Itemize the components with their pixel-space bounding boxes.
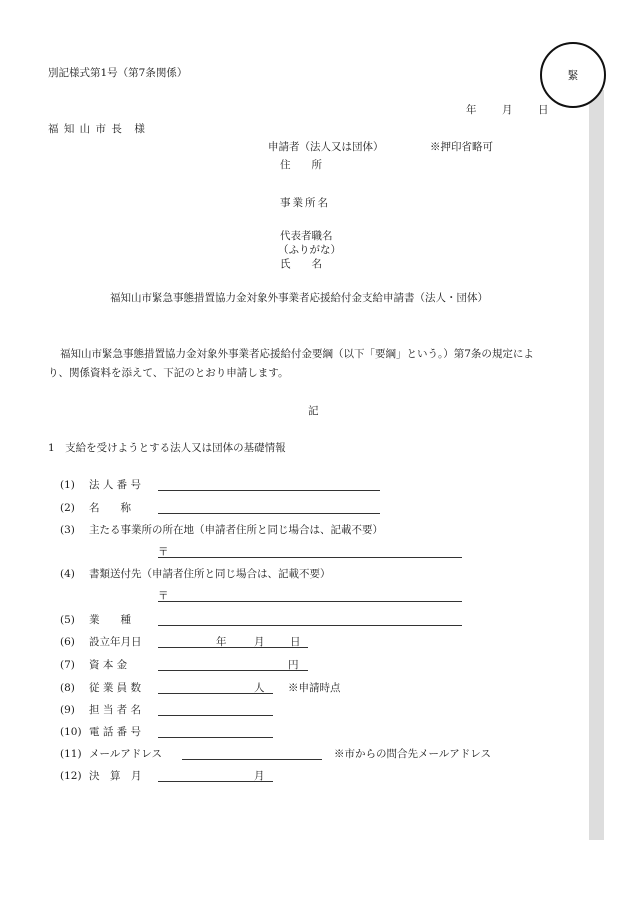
- email-label: メールアドレス: [89, 748, 162, 760]
- corporate-name-label: 名 称: [89, 502, 131, 514]
- item-num: (5): [60, 614, 75, 626]
- est-day-unit: 日: [290, 636, 301, 648]
- rep-title-label: 代表者職名: [280, 230, 333, 242]
- main-office-address-field[interactable]: [158, 557, 462, 558]
- est-month-unit: 月: [254, 636, 265, 648]
- item-num: (7): [60, 659, 75, 671]
- addressee: 福 知 山 市 長 様: [48, 123, 146, 135]
- scrollbar[interactable]: [589, 90, 604, 840]
- email-note: ※市からの問合先メールアドレス: [334, 748, 491, 760]
- item-num: (9): [60, 704, 75, 716]
- industry-label: 業 種: [89, 614, 131, 626]
- postal-mark: 〒: [158, 590, 169, 602]
- item-num: (1): [60, 479, 75, 491]
- contact-person-field[interactable]: [158, 715, 273, 716]
- est-year-unit: 年: [216, 636, 227, 648]
- applicant-address-label: 住 所: [280, 159, 322, 171]
- body-line-2: り、関係資料を添えて、下記のとおり申請します。: [48, 367, 289, 379]
- item-num: (11): [60, 748, 82, 760]
- contact-person-label: 担 当 者 名: [89, 704, 142, 716]
- item-num: (8): [60, 682, 75, 694]
- main-office-label: 主たる事業所の所在地（申請者住所と同じ場合は、記載不要）: [89, 524, 383, 536]
- section-1-heading: 1 支給を受けようとする法人又は団体の基礎情報: [48, 442, 286, 454]
- date-month: 月: [502, 104, 513, 116]
- mailing-address-label: 書類送付先（申請者住所と同じ場合は、記載不要）: [89, 568, 331, 580]
- item-num: (4): [60, 568, 75, 580]
- corporate-name-field[interactable]: [158, 513, 380, 514]
- capital-label: 資 本 金: [89, 659, 128, 671]
- furigana-label: （ふりがな）: [278, 244, 341, 256]
- postal-mark: 〒: [158, 546, 169, 558]
- industry-field[interactable]: [158, 625, 462, 626]
- item-num: (2): [60, 502, 75, 514]
- phone-label: 電 話 番 号: [89, 726, 142, 738]
- phone-field[interactable]: [158, 737, 273, 738]
- office-name-label: 事業所名: [280, 197, 330, 209]
- employee-unit: 人: [254, 682, 265, 694]
- employees-label: 従 業 員 数: [89, 682, 142, 694]
- document-title: 福知山市緊急事態措置協力金対象外事業者応援給付金支給申請書（法人・団体）: [110, 292, 488, 304]
- established-date-label: 設立年月日: [89, 636, 142, 648]
- rep-name-label: 氏 名: [280, 258, 322, 270]
- item-num: (12): [60, 770, 82, 782]
- emergency-stamp: 緊: [540, 42, 606, 108]
- applicant-heading: 申請者（法人又は団体）: [268, 141, 384, 153]
- date-day: 日: [538, 104, 549, 116]
- email-field[interactable]: [182, 759, 322, 760]
- capital-field[interactable]: [158, 670, 308, 671]
- corporate-number-label: 法 人 番 号: [89, 479, 142, 491]
- fiscal-month-unit: 月: [254, 770, 265, 782]
- form-number: 別記様式第1号（第7条関係）: [48, 67, 188, 79]
- item-num: (3): [60, 524, 75, 536]
- body-line-1: 福知山市緊急事態措置協力金対象外事業者応援給付金要綱（以下「要綱」という。）第7条の規定によ: [60, 348, 534, 360]
- date-year: 年: [466, 104, 477, 116]
- item-num: (6): [60, 636, 75, 648]
- seal-note: ※押印省略可: [430, 141, 493, 153]
- capital-unit: 円: [288, 659, 299, 671]
- mailing-address-field[interactable]: [158, 601, 462, 602]
- corporate-number-field[interactable]: [158, 490, 380, 491]
- ki-mark: 記: [308, 405, 319, 417]
- item-num: (10): [60, 726, 82, 738]
- fiscal-month-label: 決 算 月: [89, 770, 142, 782]
- employee-note: ※申請時点: [288, 682, 341, 694]
- established-date-field[interactable]: [158, 647, 308, 648]
